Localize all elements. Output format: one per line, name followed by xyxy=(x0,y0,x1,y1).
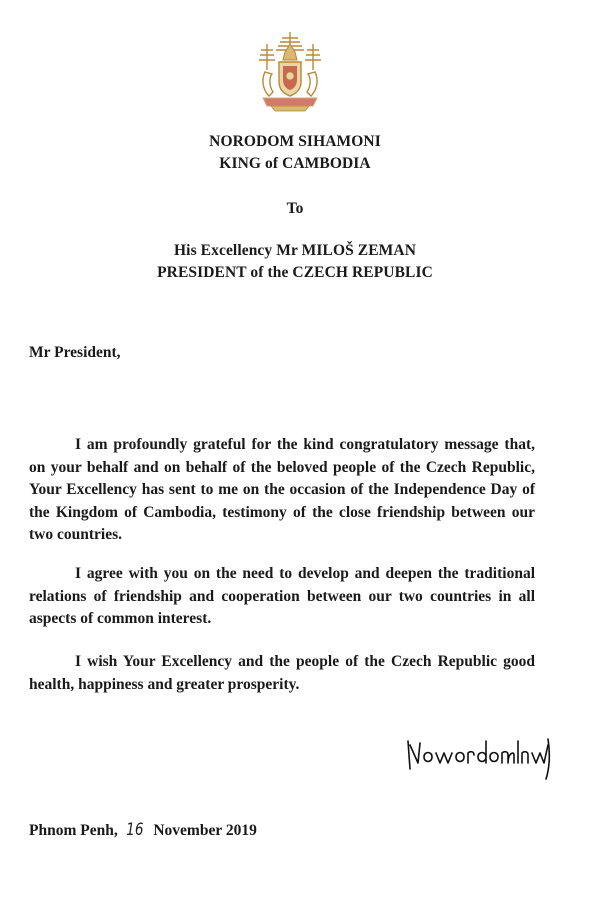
to-label: To xyxy=(286,200,304,217)
handwritten-signature-icon xyxy=(404,733,554,781)
month-year: November 2019 xyxy=(153,822,257,839)
sender-title: KING of CAMBODIA xyxy=(219,155,371,172)
salutation: Mr President, xyxy=(29,344,121,361)
recipient-name: His Excellency Mr MILOŠ ZEMAN xyxy=(174,242,416,259)
royal-coat-of-arms-icon xyxy=(255,30,325,112)
date-line xyxy=(29,820,257,840)
recipient-title: PRESIDENT of the CZECH REPUBLIC xyxy=(157,264,433,281)
body-paragraph-2: I agree with you on the need to develop and deepen the traditional relations of friendship and cooperation between our two countries in all aspects of common interest. xyxy=(29,565,535,627)
body-paragraph-3: I wish Your Excellency and the people of the Czech Republic good health, happiness and greater prosperity. xyxy=(29,653,535,693)
body-paragraph-1: I am profoundly grateful for the kind congratulatory message that, on your behalf and on behalf of the beloved people of the Czech Republic, Your Excellency has sent to me on the occasion of the Independence Day of the Kingdom of Cambodia, testimony of the close friendship between our two countries. xyxy=(29,436,535,543)
sender-name: NORODOM SIHAMONI xyxy=(209,133,381,150)
place: Phnom Penh, xyxy=(29,822,118,839)
handwritten-day: 16 xyxy=(125,820,144,840)
